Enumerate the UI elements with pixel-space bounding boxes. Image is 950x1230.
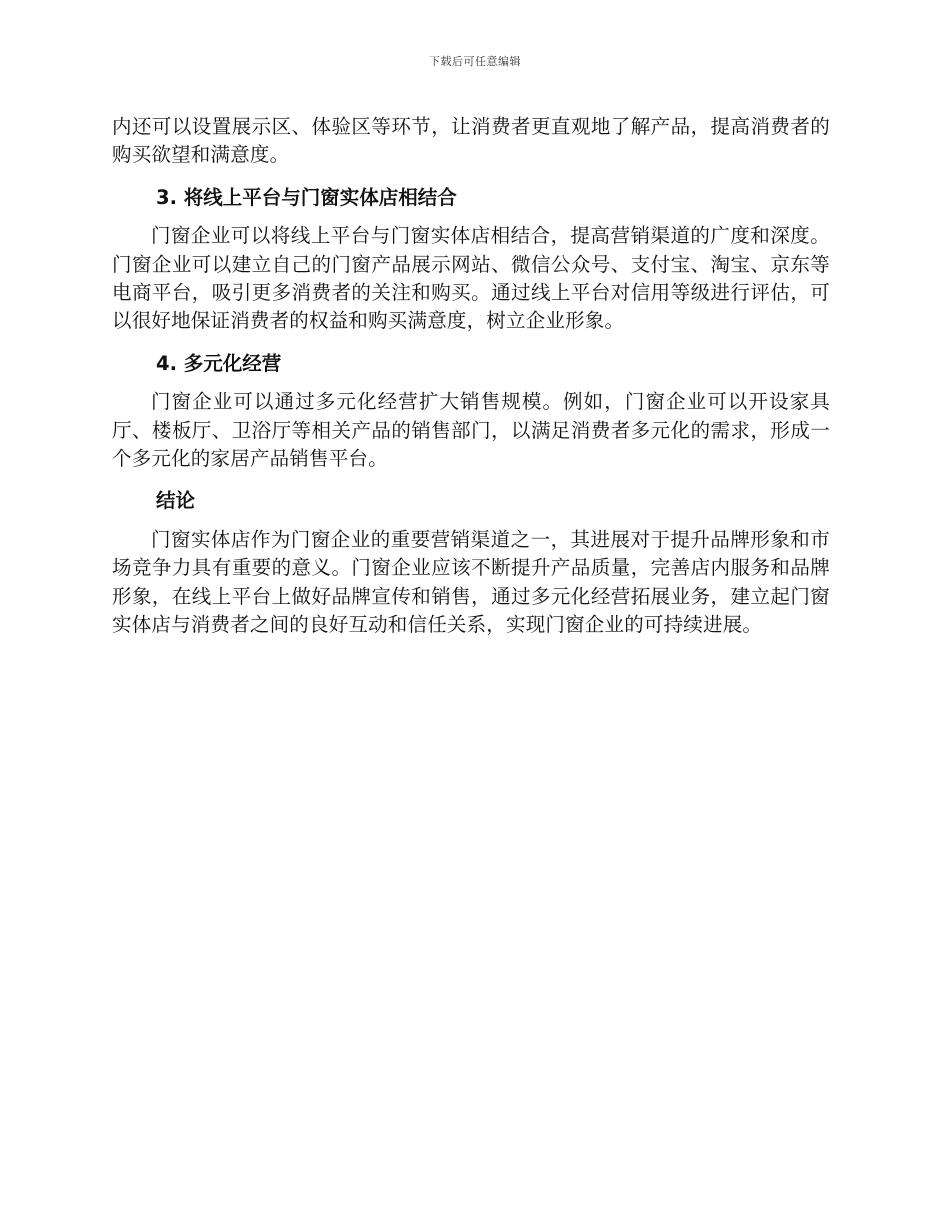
- section-4-paragraph: 门窗企业可以通过多元化经营扩大销售规模。例如，门窗企业可以开设家具厅、楼板厅、卫浴厅等相关产品的销售部门，以满足消费者多元化的需求，形成一个多元化的家居产品销售平台。: [112, 390, 830, 471]
- conclusion-heading: 结论: [156, 489, 196, 513]
- section-3-paragraph: 门窗企业可以将线上平台与门窗实体店相结合，提高营销渠道的广度和深度。门窗企业可以建立自己的门窗产品展示网站、微信公众号、支付宝、淘宝、京东等电商平台，吸引更多消费者的关注和购买。通过线上平台对信用等级进行评估，可以很好地保证消费者的权益和购买满意度，树立企业形象。: [112, 224, 830, 333]
- section-3-heading: 3. 将线上平台与门窗实体店相结合: [156, 185, 457, 209]
- section-4-heading: 4. 多元化经营: [156, 351, 282, 375]
- conclusion-paragraph: 门窗实体店作为门窗企业的重要营销渠道之一，其进展对于提升品牌形象和市场竞争力具有重要的意义。门窗企业应该不断提升产品质量，完善店内服务和品牌形象，在线上平台上做好品牌宣传和销售，通过多元化经营拓展业务，建立起门窗实体店与消费者之间的良好互动和信任关系，实现门窗企业的可持续进展。: [112, 527, 830, 637]
- document-body: [112, 113, 830, 640]
- intro-paragraph: 内还可以设置展示区、体验区等环节，让消费者更直观地了解产品，提高消费者的购买欲望和满意度。: [112, 115, 830, 167]
- page-header-note: 下载后可任意编辑: [429, 55, 521, 68]
